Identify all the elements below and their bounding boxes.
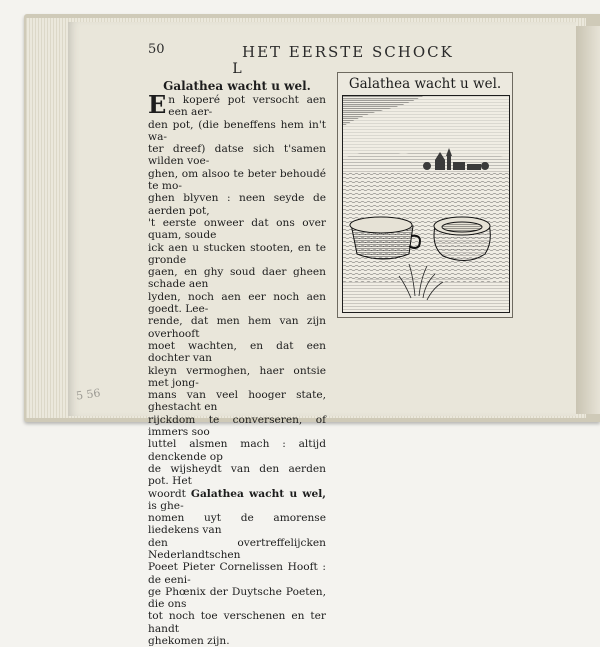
text-line: ick aen u stucken stooten, en te gronde [148, 241, 326, 266]
text-line: ghen, om alsoo te beter behoudé te mo- [148, 167, 326, 193]
text-line: ghen blyven : neen seyde de aerden pot, [148, 192, 326, 217]
drop-capital: E [148, 90, 167, 119]
text-line: 't eerste onweer dat ons over quam, soude [148, 216, 326, 242]
text-line: nomen uyt de amorense liedekens van [148, 512, 326, 537]
engraving-illustration [342, 95, 510, 313]
emblem-number: L [232, 61, 242, 77]
text-line: gaen, en ghy soud daer gheen schade aen [148, 266, 326, 291]
earthen-pot [434, 217, 490, 261]
emblem-motto: Galathea wacht u wel. [163, 79, 311, 93]
text-line: rijckdom te converseren, of immers soo [148, 413, 326, 439]
plate-title: Galathea wacht u wel. [348, 76, 502, 92]
engraving-plate [337, 72, 513, 318]
emblem-text-column [148, 62, 326, 647]
engraving-svg [343, 96, 509, 312]
text-line: den pot, (die beneffens hem in't wa- [148, 118, 326, 143]
copper-pot [350, 217, 420, 259]
text-line: mans van veel hooger state, ghestacht en [148, 389, 326, 414]
text-line: lyden, noch aen eer noch aen goedt. Lee- [148, 290, 326, 316]
text-line-motto [148, 488, 326, 513]
facing-page-edge [576, 26, 600, 414]
emblem-body [148, 90, 326, 647]
pencil-annotation: 5 56 [75, 386, 102, 403]
text-line: tot noch toe verschenen en ter handt [148, 610, 326, 635]
text-line: rende, dat men hem van zijn overhooft [148, 315, 326, 340]
motto-inline: Galathea wacht u wel, [190, 487, 326, 500]
text-line: ter dreef) datse sich t'samen wilden voe- [148, 143, 326, 168]
text-line: kleyn vermoghen, haer ontsie met jong- [148, 364, 326, 389]
text-line: de wijsheydt van den aerden pot. Het [148, 462, 326, 488]
text-line: den overtreffelijcken Nederlandtschen [148, 536, 326, 561]
running-head: HET EERSTE SCHOCK [242, 43, 454, 61]
text-line: Poeet Pieter Cornelissen Hooft : de eeni- [148, 561, 326, 586]
text-line: ghekomen zijn. [148, 635, 230, 647]
text-line: luttel alsmen mach : altijd denckende op [148, 438, 326, 463]
page-number: 50 [148, 42, 165, 57]
text-line: n koperé pot versocht aen een aer- [168, 94, 326, 119]
text-line: moet wachten, en dat een dochter van [148, 339, 326, 365]
motto-suffix: is ghe- [148, 499, 184, 512]
text-line: ge Phœnix der Duytsche Poeten, die ons [148, 585, 326, 611]
motto-prefix: woordt [148, 487, 186, 500]
